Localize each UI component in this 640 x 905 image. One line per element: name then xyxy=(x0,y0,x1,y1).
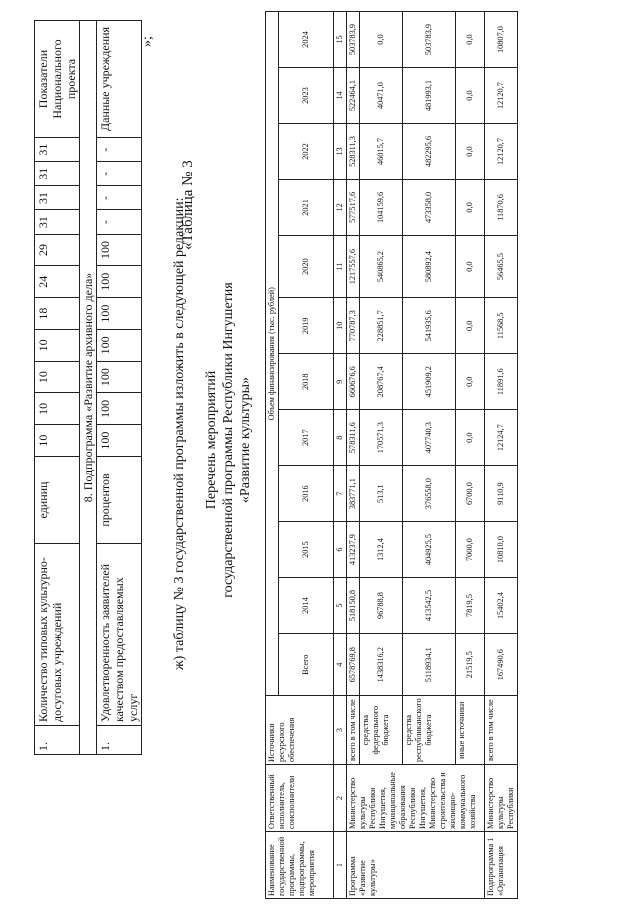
source-cell: всего в том числе xyxy=(347,696,360,765)
amount-cell: 15402,4 xyxy=(485,578,518,634)
value-cell: 10 xyxy=(35,425,80,457)
amount-cell: 404925,5 xyxy=(403,522,456,578)
row-number: 1. xyxy=(97,726,142,755)
value-cell: 100 xyxy=(97,361,142,393)
amount-cell: 481993,1 xyxy=(403,68,456,124)
amount-cell: 1217557,6 xyxy=(347,235,360,297)
amount-cell: 0,0 xyxy=(456,124,485,180)
table-header-row xyxy=(266,12,279,899)
amount-cell: 10807,0 xyxy=(485,12,518,68)
column-number: 12 xyxy=(334,179,347,235)
amount-cell: 12124,7 xyxy=(485,410,518,466)
header-year: 2023 xyxy=(279,68,334,124)
header-total: Всего xyxy=(279,634,334,696)
amount-cell: 0,0 xyxy=(456,179,485,235)
table-row xyxy=(97,21,142,755)
amount-cell: 503783,9 xyxy=(403,12,456,68)
amount-cell: 0,0 xyxy=(456,354,485,410)
column-number: 14 xyxy=(334,68,347,124)
closing-quote-mark: »; xyxy=(140,36,155,47)
table-heading xyxy=(203,275,254,605)
financing-table xyxy=(265,11,518,899)
column-number: 15 xyxy=(334,12,347,68)
indicator-unit: единиц xyxy=(35,457,80,544)
amount-cell: 541935,6 xyxy=(403,298,456,354)
value-cell: 10 xyxy=(35,361,80,393)
header-year: 2019 xyxy=(279,298,334,354)
amount-cell: 577517,6 xyxy=(347,179,360,235)
header-year: 2018 xyxy=(279,354,334,410)
value-cell: 100 xyxy=(97,234,142,266)
amount-cell: 413237,9 xyxy=(347,522,360,578)
amount-cell: 167490,6 xyxy=(485,634,518,696)
amount-cell: 170571,3 xyxy=(360,410,403,466)
indicator-note: Показатели Национального проекта xyxy=(35,21,80,138)
value-cell: 31 xyxy=(35,138,80,162)
amount-cell: 21519,5 xyxy=(456,634,485,696)
table-row xyxy=(80,21,97,755)
amount-cell: 0,0 xyxy=(456,68,485,124)
header-year: 2021 xyxy=(279,179,334,235)
indicator-unit: процентов xyxy=(97,457,142,544)
value-cell: - xyxy=(97,210,142,234)
amount-cell: 513,1 xyxy=(360,466,403,522)
value-cell: - xyxy=(97,186,142,210)
amount-cell: 413542,5 xyxy=(403,578,456,634)
header-year: 2024 xyxy=(279,12,334,68)
indicator-note: Данные учреждения xyxy=(97,21,142,138)
value-cell: 100 xyxy=(97,393,142,425)
amount-cell: 503783,9 xyxy=(347,12,360,68)
column-number: 10 xyxy=(334,298,347,354)
amount-cell: 0,0 xyxy=(456,298,485,354)
header-year: 2017 xyxy=(279,410,334,466)
subprogram-name: Подпрограмма 1 «Организация xyxy=(485,832,518,899)
indicator-name: Количество типовых культурно-досуговых учреждений xyxy=(35,544,80,726)
heading-line: «Развитие культуры» xyxy=(238,376,253,504)
amount-cell: 518150,8 xyxy=(347,578,360,634)
amount-cell: 528311,3 xyxy=(347,124,360,180)
value-cell: 100 xyxy=(97,298,142,330)
source-cell: средства республиканского бюджета xyxy=(403,696,456,765)
amount-cell: 1312,4 xyxy=(360,522,403,578)
subprogram-responsible: Министерство культуры Республики xyxy=(485,765,518,832)
table-row xyxy=(485,12,518,899)
amount-cell: 11870,6 xyxy=(485,179,518,235)
amount-cell: 96788,8 xyxy=(360,578,403,634)
amount-cell: 770787,3 xyxy=(347,298,360,354)
amount-cell: 580892,4 xyxy=(403,235,456,297)
column-number: 13 xyxy=(334,124,347,180)
value-cell: - xyxy=(97,138,142,162)
amount-cell: 522464,1 xyxy=(347,68,360,124)
source-cell: всего в том числе xyxy=(485,696,518,765)
indicator-name: Удовлетворенность заявителей качеством предоставляемых услуг xyxy=(97,544,142,726)
amount-cell: 482295,6 xyxy=(403,124,456,180)
value-cell: 10 xyxy=(35,393,80,425)
value-cell: 24 xyxy=(35,266,80,298)
column-number-row xyxy=(334,12,347,899)
value-cell: 31 xyxy=(35,210,80,234)
table-number-label: «Таблица № 3 xyxy=(180,160,196,250)
amount-cell: 6700,0 xyxy=(456,466,485,522)
amount-cell: 208767,4 xyxy=(360,354,403,410)
amount-cell: 11568,5 xyxy=(485,298,518,354)
amendment-text: ж) таблицу № 3 государственной программы изложить в следующей редакции: xyxy=(172,197,187,670)
section-title: 8. Подпрограмма «Развитие архивного дела» xyxy=(80,21,97,755)
header-year: 2014 xyxy=(279,578,334,634)
column-number: 5 xyxy=(334,578,347,634)
amount-cell: 7819,5 xyxy=(456,578,485,634)
amount-cell: 0,0 xyxy=(456,12,485,68)
value-cell: 31 xyxy=(35,162,80,186)
value-cell: 100 xyxy=(97,425,142,457)
amount-cell: 376558,0 xyxy=(403,466,456,522)
amount-cell: 5118934,1 xyxy=(403,634,456,696)
column-number: 8 xyxy=(334,410,347,466)
amount-cell: 40471,0 xyxy=(360,68,403,124)
amount-cell: 12120,7 xyxy=(485,68,518,124)
header-year: 2020 xyxy=(279,235,334,297)
value-cell: 29 xyxy=(35,234,80,266)
value-cell: - xyxy=(97,162,142,186)
table-row xyxy=(347,12,360,899)
column-number: 7 xyxy=(334,466,347,522)
source-cell: средства федерального бюджета xyxy=(360,696,403,765)
amount-cell: 473358,0 xyxy=(403,179,456,235)
amount-cell: 1438316,2 xyxy=(360,634,403,696)
value-cell: 10 xyxy=(35,329,80,361)
amount-cell: 228851,7 xyxy=(360,298,403,354)
column-number: 9 xyxy=(334,354,347,410)
amount-cell: 451909,2 xyxy=(403,354,456,410)
row-number: 1. xyxy=(35,726,80,755)
column-number: 4 xyxy=(334,634,347,696)
amount-cell: 0,0 xyxy=(456,410,485,466)
source-cell: иные источники xyxy=(456,696,485,765)
amount-cell: 7000,0 xyxy=(456,522,485,578)
header-year: 2022 xyxy=(279,124,334,180)
value-cell: 31 xyxy=(35,186,80,210)
header-name: Наименование государственной программы, подпрограммы, мероприятия xyxy=(266,832,334,899)
value-cell: 100 xyxy=(97,329,142,361)
amount-cell: 104159,6 xyxy=(360,179,403,235)
column-number: 1 xyxy=(334,832,347,899)
column-number: 11 xyxy=(334,235,347,297)
header-volume: Объем финансирования (тыс. рублей) xyxy=(266,12,279,696)
value-cell: 18 xyxy=(35,298,80,330)
amount-cell: 11891,6 xyxy=(485,354,518,410)
amount-cell: 660676,6 xyxy=(347,354,360,410)
amount-cell: 0,0 xyxy=(360,12,403,68)
column-number: 3 xyxy=(334,696,347,765)
column-number: 2 xyxy=(334,765,347,832)
header-source: Источники ресурсного обеспечения xyxy=(266,696,334,765)
amount-cell: 540865,2 xyxy=(360,235,403,297)
header-responsible: Ответственный исполнитель, соисполнители xyxy=(266,765,334,832)
amount-cell: 10810,0 xyxy=(485,522,518,578)
amount-cell: 578311,6 xyxy=(347,410,360,466)
amount-cell: 56465,5 xyxy=(485,235,518,297)
value-cell: 100 xyxy=(97,266,142,298)
amount-cell: 407740,3 xyxy=(403,410,456,466)
header-year: 2015 xyxy=(279,522,334,578)
program-responsible: Министерство культуры Республики Ингушетия, муниципальные образования Республики Ингушетия, Министерство строительства и жилищно-коммунального хозяйства xyxy=(347,765,485,832)
column-number: 6 xyxy=(334,522,347,578)
indicators-table xyxy=(34,20,142,755)
table-row xyxy=(35,21,80,755)
amount-cell: 6578769,8 xyxy=(347,634,360,696)
header-year: 2016 xyxy=(279,466,334,522)
amount-cell: 9110,9 xyxy=(485,466,518,522)
amount-cell: 0,0 xyxy=(456,235,485,297)
heading-line: государственной программы Республики Ингушетия xyxy=(221,282,236,598)
amount-cell: 46015,7 xyxy=(360,124,403,180)
amount-cell: 383771,1 xyxy=(347,466,360,522)
program-name: Программа «Развитие культуры» xyxy=(347,832,485,899)
heading-line: Перечень мероприятий xyxy=(204,370,219,510)
amount-cell: 12120,7 xyxy=(485,124,518,180)
